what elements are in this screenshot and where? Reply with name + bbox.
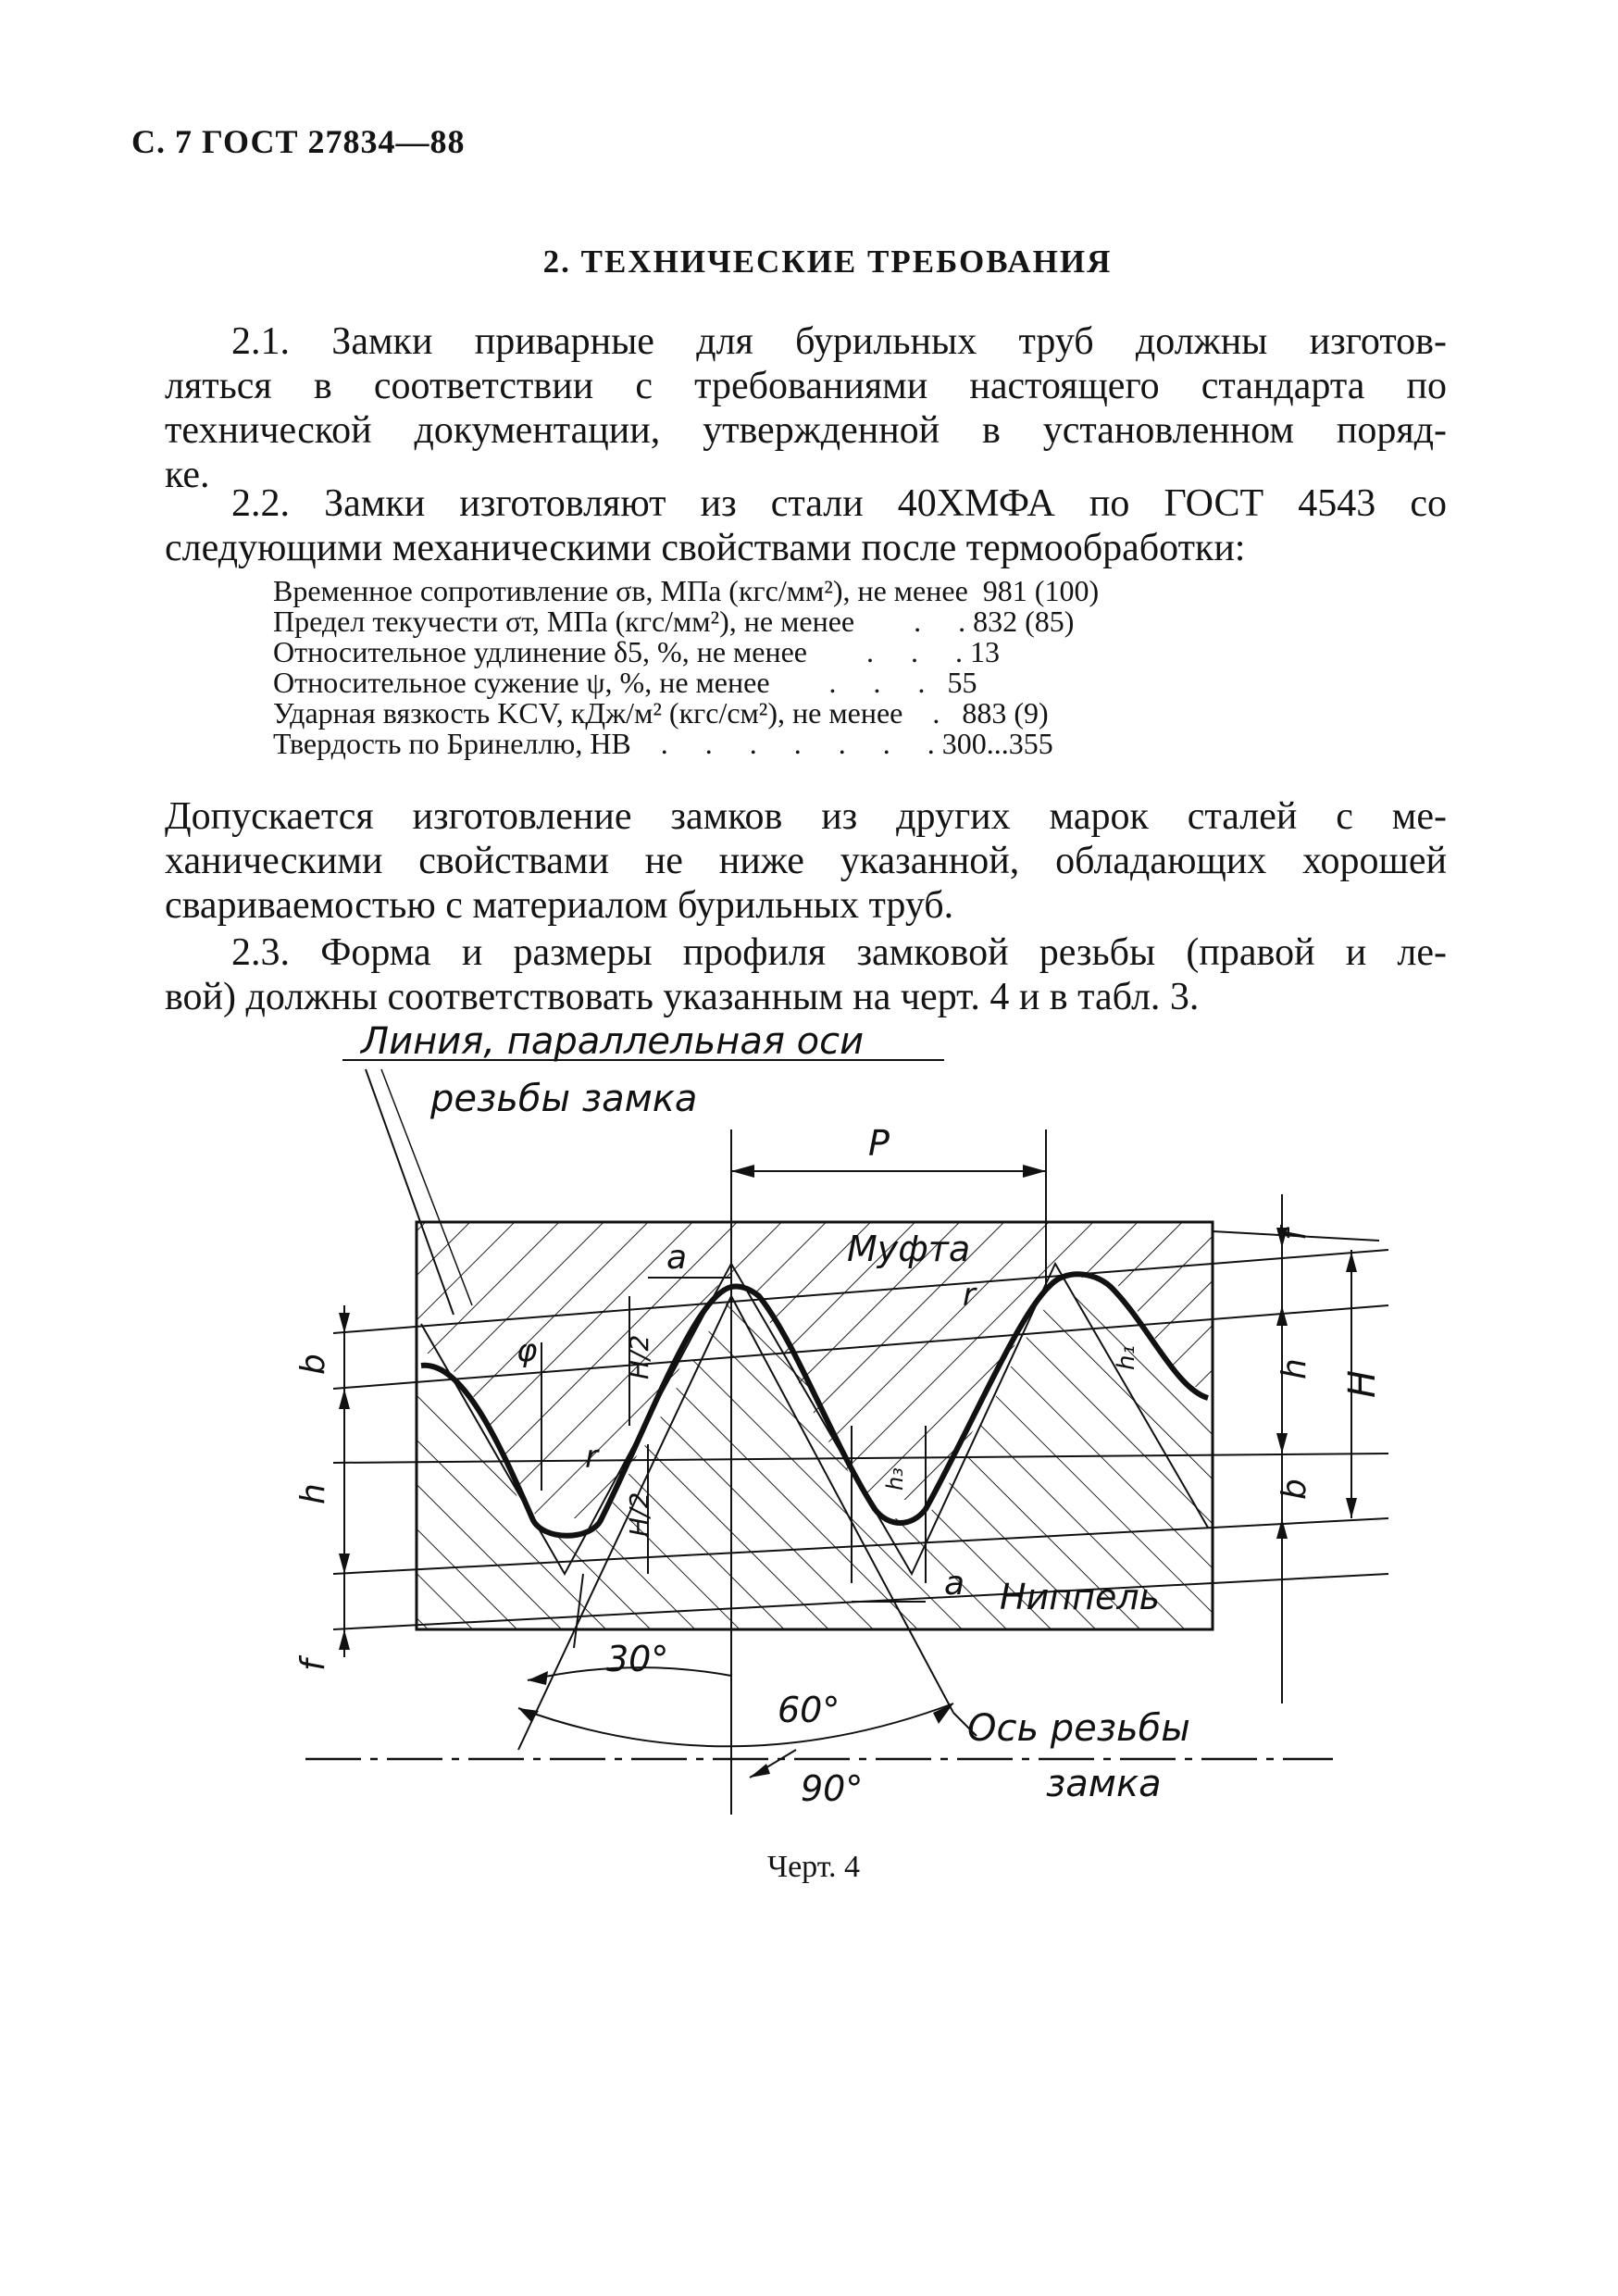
clause-2-2-line: следующими механическими свойствами после термообработки: [165, 527, 1246, 569]
property-label: Относительное удлинение δ5, %, не менее [273, 635, 807, 668]
label-dim-f-left: f [294, 1659, 332, 1671]
property-leader: . . . [769, 666, 948, 699]
clause-2-2-line: 2.2. Замки изготовляют из стали 40ХМФА по ГОСТ 4543 со [231, 482, 1447, 525]
figure-caption: Черт. 4 [766, 1850, 861, 1884]
label-pitch: P [868, 1123, 890, 1164]
property-label: Временное сопротивление σв, МПа (кгс/мм²), не менее [273, 574, 968, 607]
label-dim-a-top: a [666, 1239, 688, 1277]
clause-2-3-line: вой) должны соответствовать указанным на черт. 4 и в табл. 3. [165, 976, 1200, 1018]
clause-2-1-line: 2.1. Замки приварные для бурильных труб должны изготов- [231, 320, 1447, 363]
allowance-line: Допускается изготовление замков из других марок сталей с ме- [165, 795, 1447, 838]
label-coupling: Муфта [847, 1229, 971, 1269]
label-dim-phi: φ [517, 1332, 538, 1369]
section-title: 2. ТЕХНИЧЕСКИЕ ТРЕБОВАНИЯ [542, 243, 1113, 280]
property-value: 300...355 [941, 727, 1053, 760]
label-thread-axis: Ось резьбы [967, 1707, 1190, 1750]
property-value: 883 (9) [962, 696, 1049, 730]
label-dim-h-right: h [1276, 1358, 1313, 1379]
property-leader: . . [854, 605, 974, 638]
allowance-line: свариваемостью с материалом бурильных труб. [165, 884, 954, 927]
label-dim-r-right: r [963, 1277, 976, 1314]
property-value: 832 (85) [973, 605, 1075, 638]
property-label: Предел текучести σт, МПа (кгс/мм²), не менее [273, 605, 855, 638]
label-axis-parallel-line-cont: резьбы замка [430, 1078, 698, 1120]
allowance-line: ханическими свойствами не ниже указанной, обладающих хорошей [165, 840, 1447, 882]
property-label: Относительное сужение ψ, %, не менее [273, 666, 770, 699]
label-nipple: Ниппель [1000, 1577, 1161, 1617]
label-dim-b-left: b [294, 1354, 332, 1375]
page-header: С. 7 ГОСТ 27834—88 [131, 123, 466, 160]
label-dim-b-right: b [1276, 1479, 1313, 1500]
label-dim-h3: h₃ [882, 1467, 908, 1491]
property-leader: . [902, 696, 963, 730]
clause-2-1-line: ляться в соответствии с требованиями настоящего стандарта по [165, 365, 1447, 407]
property-value: 13 [970, 635, 1000, 668]
property-value: 981 (100) [982, 574, 1100, 607]
property-label: Твердость по Бринеллю, НВ [273, 727, 631, 760]
property-leader: . . . . . . . [630, 727, 942, 760]
property-value: 55 [947, 666, 977, 699]
label-axis-parallel-line: Линия, параллельная оси [361, 1020, 865, 1063]
clause-2-1-line: ке. [165, 454, 210, 496]
label-dim-f-right: f [1276, 1229, 1313, 1241]
label-angle-30: 30° [606, 1639, 669, 1679]
label-dim-h-half-top: H/2 [624, 1334, 654, 1379]
label-dim-h1: h₁ [1113, 1345, 1140, 1370]
label-dim-h-left: h [294, 1483, 332, 1504]
label-dim-h-half-bottom: H/2 [624, 1491, 654, 1537]
label-thread-axis-cont: замка [1046, 1763, 1162, 1805]
clause-2-1-line: технической документации, утвержденной в установленном поряд- [165, 409, 1447, 452]
label-angle-90: 90° [801, 1768, 864, 1809]
label-angle-60: 60° [778, 1690, 840, 1730]
property-label: Ударная вязкость KCV, кДж/м² (кгс/см²), не менее [273, 696, 903, 730]
clause-2-3-line: 2.3. Форма и размеры профиля замковой резьбы (правой и ле- [231, 931, 1447, 974]
property-leader: . . . [807, 635, 970, 668]
label-dim-a-bottom: a [944, 1565, 965, 1603]
label-dim-r-left: r [585, 1439, 598, 1476]
label-dim-H-right: H [1341, 1369, 1384, 1398]
